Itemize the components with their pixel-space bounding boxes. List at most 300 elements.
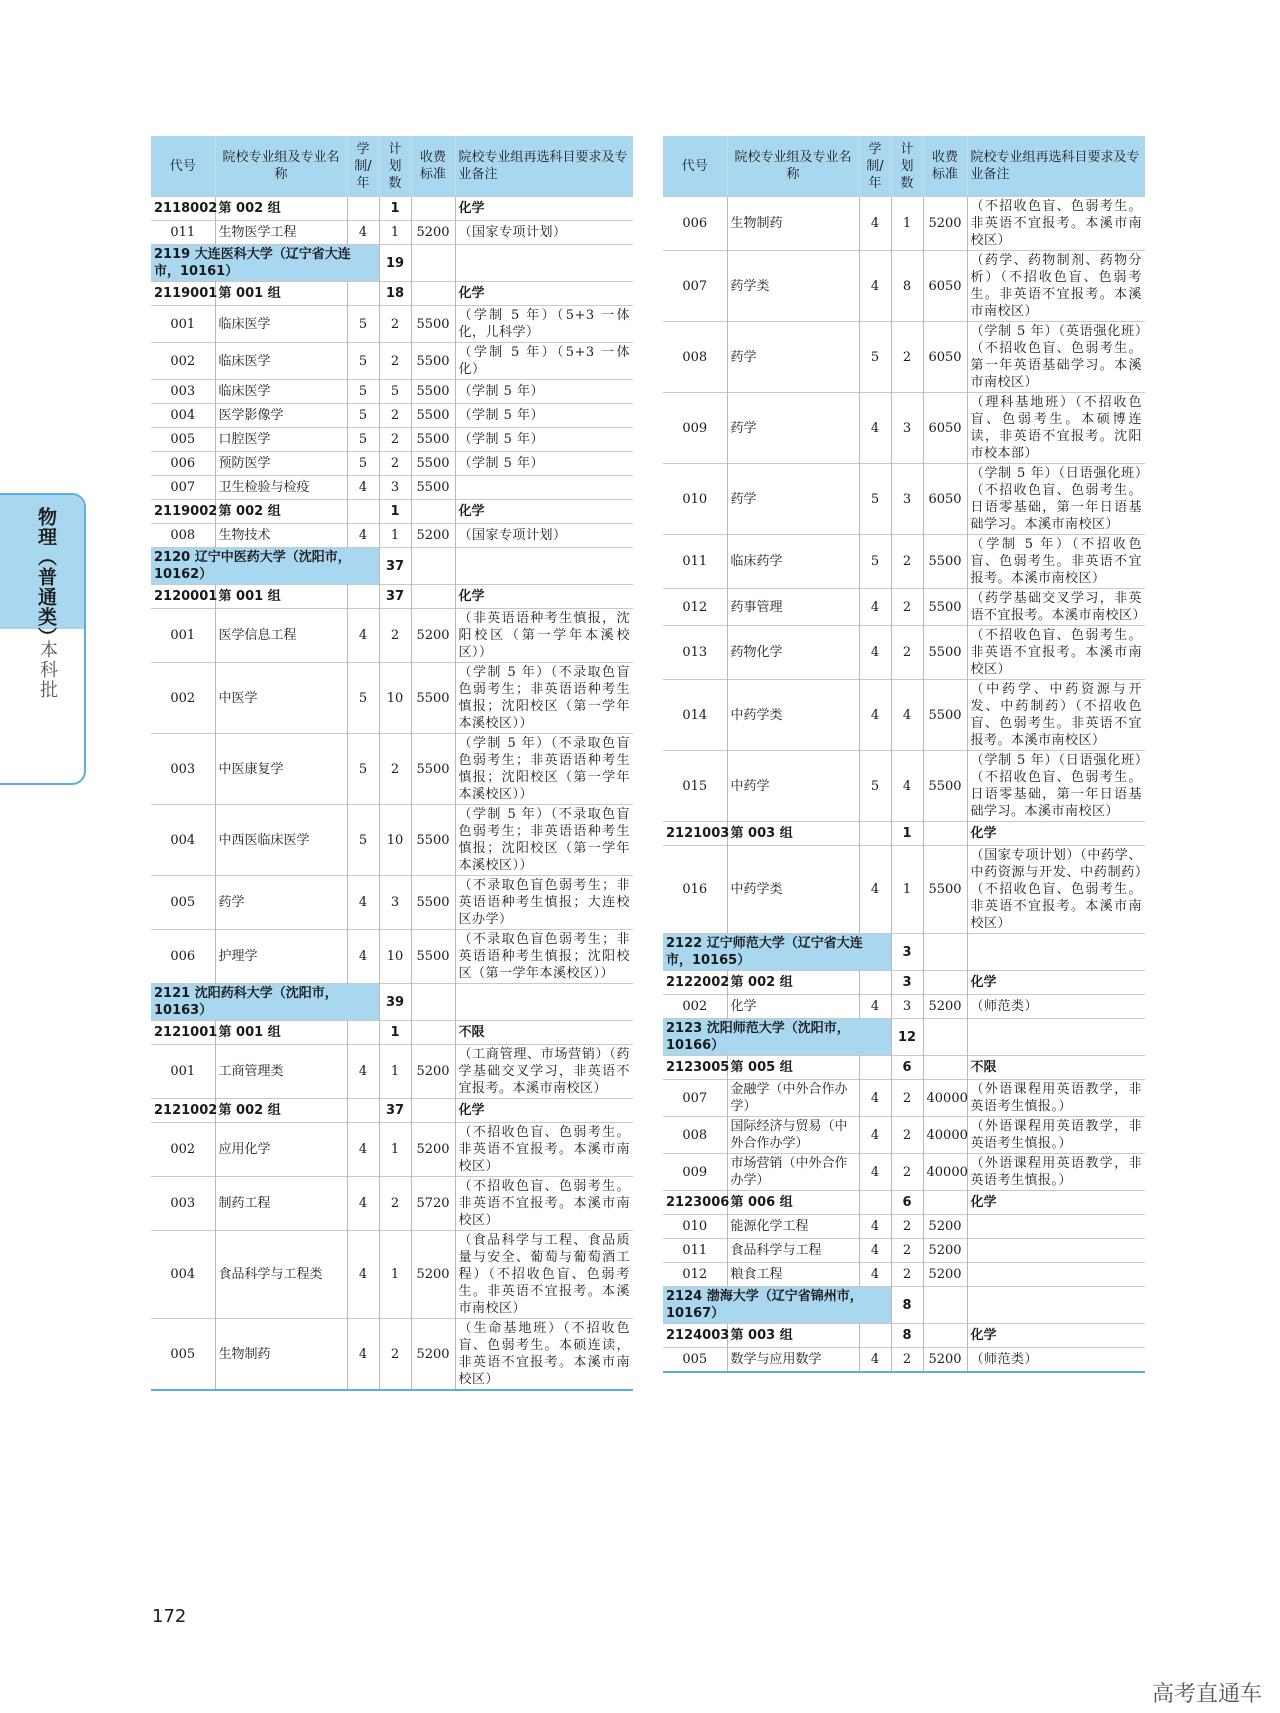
group-subject-requirement: 化学 xyxy=(967,1324,1145,1348)
header-fee: 收费标准 xyxy=(411,136,455,197)
major-plan: 2 xyxy=(891,1080,923,1117)
major-row xyxy=(663,680,1145,751)
major-name: 中药学类 xyxy=(727,680,859,751)
major-fee: 5500 xyxy=(923,626,967,680)
group-name: 第 002 组 xyxy=(727,971,859,995)
major-code: 002 xyxy=(151,663,215,734)
major-row xyxy=(663,1239,1145,1263)
group-subject-requirement: 化学 xyxy=(455,500,633,524)
major-row xyxy=(151,663,633,734)
major-code: 009 xyxy=(663,393,727,464)
major-code: 002 xyxy=(151,1123,215,1177)
watermark: 高考直通车 xyxy=(1152,1682,1263,1707)
major-remark: （学制 5 年）（5+3 一体化，儿科学） xyxy=(455,306,633,343)
major-code: 015 xyxy=(663,751,727,822)
major-years: 4 xyxy=(859,846,891,934)
major-code: 005 xyxy=(151,428,215,452)
major-name: 粮食工程 xyxy=(727,1263,859,1287)
major-name: 食品科学与工程类 xyxy=(215,1231,347,1319)
major-remark: （不录取色盲色弱考生；非英语语种考生慎报；大连校区办学） xyxy=(455,876,633,930)
major-years: 4 xyxy=(859,1080,891,1117)
major-row xyxy=(663,1154,1145,1191)
group-code: 2121003 xyxy=(663,822,727,846)
major-remark xyxy=(967,1239,1145,1263)
group-code: 2119002 xyxy=(151,500,215,524)
major-remark: （药学、药物制剂、药物分析）（不招收色盲、色弱考生。非英语不宜报考。本溪市南校区） xyxy=(967,251,1145,322)
group-subject-requirement: 化学 xyxy=(455,1099,633,1123)
group-subject-requirement: 不限 xyxy=(967,1056,1145,1080)
major-fee: 5200 xyxy=(411,524,455,548)
major-fee: 5200 xyxy=(923,995,967,1019)
major-name: 药学 xyxy=(727,464,859,535)
major-code: 008 xyxy=(663,1117,727,1154)
major-code: 014 xyxy=(663,680,727,751)
major-years: 4 xyxy=(859,1263,891,1287)
major-fee: 5500 xyxy=(411,734,455,805)
major-plan: 1 xyxy=(379,221,411,245)
group-row xyxy=(151,585,633,609)
major-remark: （生命基地班）（不招收色盲、色弱考生。本硕连读，非英语不宜报考。本溪市南校区） xyxy=(455,1319,633,1391)
major-code: 006 xyxy=(663,197,727,251)
major-name: 数学与应用数学 xyxy=(727,1348,859,1373)
major-name: 生物技术 xyxy=(215,524,347,548)
empty-cell xyxy=(411,984,455,1021)
empty-cell xyxy=(411,245,455,282)
major-code: 013 xyxy=(663,626,727,680)
major-plan: 2 xyxy=(891,1117,923,1154)
major-row xyxy=(663,464,1145,535)
empty-cell xyxy=(347,282,379,306)
major-plan: 2 xyxy=(891,1215,923,1239)
university-name: 2120 辽宁中医药大学（沈阳市，10162） xyxy=(151,548,379,585)
group-name: 第 006 组 xyxy=(727,1191,859,1215)
major-fee: 40000 xyxy=(923,1117,967,1154)
group-row xyxy=(151,1099,633,1123)
major-fee: 5720 xyxy=(411,1177,455,1231)
major-name: 医学信息工程 xyxy=(215,609,347,663)
group-name: 第 005 组 xyxy=(727,1056,859,1080)
major-code: 003 xyxy=(151,734,215,805)
group-code: 2123006 xyxy=(663,1191,727,1215)
side-tab-batch: 本科批 xyxy=(37,640,58,700)
major-remark: （中药学、中药资源与开发、中药制药）（不招收色盲、色弱考生。非英语不宜报考。本溪市南校区） xyxy=(967,680,1145,751)
group-code: 2120001 xyxy=(151,585,215,609)
empty-cell xyxy=(411,197,455,221)
major-row xyxy=(663,1348,1145,1373)
empty-cell xyxy=(923,934,967,971)
empty-cell xyxy=(455,548,633,585)
major-years: 4 xyxy=(347,1045,379,1099)
header-code: 代号 xyxy=(151,136,215,197)
major-fee: 5500 xyxy=(411,306,455,343)
major-name: 药学 xyxy=(727,322,859,393)
major-fee: 5500 xyxy=(411,876,455,930)
major-remark: （国家专项计划） xyxy=(455,524,633,548)
major-remark: （外语课程用英语教学，非英语考生慎报。） xyxy=(967,1080,1145,1117)
major-remark: （学制 5 年） xyxy=(455,428,633,452)
group-plan: 1 xyxy=(379,197,411,221)
major-years: 4 xyxy=(347,524,379,548)
major-name: 市场营销（中外合作办学） xyxy=(727,1154,859,1191)
side-tab-subject: 物理（普通类） xyxy=(35,507,57,647)
group-row xyxy=(663,1324,1145,1348)
major-fee: 5200 xyxy=(923,1215,967,1239)
university-plan: 19 xyxy=(379,245,411,282)
group-row xyxy=(151,500,633,524)
major-remark: （学制 5 年）（不录取色盲色弱考生；非英语语种考生慎报；沈阳校区（第一学年本溪校区）） xyxy=(455,805,633,876)
major-row xyxy=(663,251,1145,322)
major-code: 004 xyxy=(151,805,215,876)
empty-cell xyxy=(347,197,379,221)
major-code: 003 xyxy=(151,380,215,404)
empty-cell xyxy=(967,934,1145,971)
major-code: 009 xyxy=(663,1154,727,1191)
major-remark: （学制 5 年）（日语强化班）（不招收色盲、色弱考生。日语零基础，第一年日语基础学习。本溪市南校区） xyxy=(967,751,1145,822)
major-name: 化学 xyxy=(727,995,859,1019)
university-row xyxy=(151,548,633,585)
major-name: 临床医学 xyxy=(215,380,347,404)
university-name: 2122 辽宁师范大学（辽宁省大连市，10165） xyxy=(663,934,891,971)
major-plan: 1 xyxy=(379,1123,411,1177)
group-plan: 37 xyxy=(379,1099,411,1123)
major-code: 011 xyxy=(663,1239,727,1263)
major-row xyxy=(151,609,633,663)
major-row xyxy=(151,404,633,428)
empty-cell xyxy=(967,1287,1145,1324)
major-remark: （学制 5 年）（不录取色盲色弱考生；非英语语种考生慎报；沈阳校区（第一学年本溪校区）） xyxy=(455,663,633,734)
major-remark xyxy=(967,1263,1145,1287)
major-code: 004 xyxy=(151,1231,215,1319)
major-plan: 2 xyxy=(891,1348,923,1373)
major-years: 5 xyxy=(347,452,379,476)
group-name: 第 003 组 xyxy=(727,822,859,846)
major-plan: 1 xyxy=(891,197,923,251)
empty-cell xyxy=(859,971,891,995)
group-code: 2122002 xyxy=(663,971,727,995)
major-row xyxy=(663,1117,1145,1154)
group-name: 第 002 组 xyxy=(215,500,347,524)
major-row xyxy=(663,393,1145,464)
empty-cell xyxy=(411,548,455,585)
major-remark: （不招收色盲、色弱考生。非英语不宜报考。本溪市南校区） xyxy=(967,626,1145,680)
major-remark: （外语课程用英语教学，非英语考生慎报。） xyxy=(967,1154,1145,1191)
major-fee: 6050 xyxy=(923,464,967,535)
major-row xyxy=(663,1215,1145,1239)
major-remark: （学制 5 年）（不录取色盲色弱考生；非英语语种考生慎报；沈阳校区（第一学年本溪校区）） xyxy=(455,734,633,805)
university-row xyxy=(663,934,1145,971)
major-row xyxy=(151,306,633,343)
group-subject-requirement: 化学 xyxy=(455,585,633,609)
major-row xyxy=(663,626,1145,680)
major-years: 4 xyxy=(859,995,891,1019)
empty-cell xyxy=(455,984,633,1021)
major-row xyxy=(151,524,633,548)
major-code: 005 xyxy=(151,1319,215,1391)
header-name: 院校专业组及专业名称 xyxy=(727,136,859,197)
major-name: 制药工程 xyxy=(215,1177,347,1231)
major-code: 004 xyxy=(151,404,215,428)
group-name: 第 001 组 xyxy=(215,585,347,609)
major-code: 010 xyxy=(663,464,727,535)
major-row xyxy=(151,452,633,476)
major-remark: （师范类） xyxy=(967,995,1145,1019)
empty-cell xyxy=(923,1019,967,1056)
empty-cell xyxy=(347,585,379,609)
major-years: 4 xyxy=(859,1154,891,1191)
group-name: 第 002 组 xyxy=(215,1099,347,1123)
major-fee: 5200 xyxy=(411,609,455,663)
major-remark: （国家专项计划） xyxy=(455,221,633,245)
major-remark xyxy=(967,1215,1145,1239)
major-fee: 6050 xyxy=(923,251,967,322)
major-fee: 5200 xyxy=(411,1319,455,1391)
major-name: 临床医学 xyxy=(215,306,347,343)
empty-cell xyxy=(923,822,967,846)
major-plan: 2 xyxy=(891,1154,923,1191)
major-plan: 10 xyxy=(379,930,411,984)
empty-cell xyxy=(411,1021,455,1045)
major-fee: 6050 xyxy=(923,322,967,393)
empty-cell xyxy=(859,822,891,846)
group-plan: 1 xyxy=(891,822,923,846)
major-row xyxy=(663,751,1145,822)
major-name: 药物化学 xyxy=(727,626,859,680)
group-row xyxy=(151,197,633,221)
university-plan: 3 xyxy=(891,934,923,971)
header-remark: 院校专业组再选科目要求及专业备注 xyxy=(455,136,633,197)
major-name: 生物医学工程 xyxy=(215,221,347,245)
major-name: 临床医学 xyxy=(215,343,347,380)
university-plan: 39 xyxy=(379,984,411,1021)
major-plan: 4 xyxy=(891,680,923,751)
header-years: 学制/年 xyxy=(347,136,379,197)
group-row xyxy=(663,1191,1145,1215)
empty-cell xyxy=(347,500,379,524)
major-years: 5 xyxy=(347,734,379,805)
university-name: 2123 沈阳师范大学（沈阳市，10166） xyxy=(663,1019,891,1056)
major-plan: 2 xyxy=(891,322,923,393)
major-code: 011 xyxy=(151,221,215,245)
major-code: 008 xyxy=(663,322,727,393)
major-remark: （理科基地班）（不招收色盲、色弱考生。本硕博连读，非英语不宜报考。沈阳市校本部） xyxy=(967,393,1145,464)
group-plan: 6 xyxy=(891,1191,923,1215)
major-years: 4 xyxy=(347,1177,379,1231)
major-remark: （外语课程用英语教学，非英语考生慎报。） xyxy=(967,1117,1145,1154)
major-years: 4 xyxy=(859,680,891,751)
empty-cell xyxy=(967,1019,1145,1056)
major-row xyxy=(151,734,633,805)
empty-cell xyxy=(859,1056,891,1080)
header-fee: 收费标准 xyxy=(923,136,967,197)
major-years: 4 xyxy=(859,1348,891,1373)
major-remark: （国家专项计划）（中药学、中药资源与开发、中药制药）（不招收色盲、色弱考生。非英语不宜报考。本溪市南校区） xyxy=(967,846,1145,934)
empty-cell xyxy=(411,500,455,524)
group-name: 第 001 组 xyxy=(215,282,347,306)
group-row xyxy=(663,822,1145,846)
major-remark: （学制 5 年）（5+3 一体化） xyxy=(455,343,633,380)
group-subject-requirement: 化学 xyxy=(967,1191,1145,1215)
group-row xyxy=(663,971,1145,995)
major-name: 中医康复学 xyxy=(215,734,347,805)
major-years: 4 xyxy=(347,221,379,245)
major-plan: 2 xyxy=(379,343,411,380)
major-code: 007 xyxy=(663,1080,727,1117)
major-name: 中药学 xyxy=(727,751,859,822)
major-row xyxy=(663,1263,1145,1287)
major-years: 4 xyxy=(347,930,379,984)
major-years: 4 xyxy=(859,626,891,680)
major-name: 应用化学 xyxy=(215,1123,347,1177)
major-code: 006 xyxy=(151,452,215,476)
major-plan: 2 xyxy=(891,1263,923,1287)
group-code: 2118002 xyxy=(151,197,215,221)
major-row xyxy=(151,380,633,404)
major-code: 001 xyxy=(151,609,215,663)
major-name: 卫生检验与检疫 xyxy=(215,476,347,500)
major-code: 003 xyxy=(151,1177,215,1231)
major-fee: 5500 xyxy=(411,404,455,428)
major-remark: （学制 5 年） xyxy=(455,380,633,404)
major-fee: 5500 xyxy=(411,930,455,984)
major-plan: 1 xyxy=(891,846,923,934)
major-name: 预防医学 xyxy=(215,452,347,476)
major-plan: 8 xyxy=(891,251,923,322)
major-fee: 5500 xyxy=(411,343,455,380)
empty-cell xyxy=(411,585,455,609)
major-remark: （不招收色盲、色弱考生。非英语不宜报考。本溪市南校区） xyxy=(455,1177,633,1231)
major-code: 012 xyxy=(663,1263,727,1287)
major-remark: （学制 5 年） xyxy=(455,404,633,428)
major-row xyxy=(151,1045,633,1099)
empty-cell xyxy=(923,971,967,995)
major-plan: 3 xyxy=(891,995,923,1019)
group-code: 2121001 xyxy=(151,1021,215,1045)
empty-cell xyxy=(347,1021,379,1045)
major-row xyxy=(151,930,633,984)
university-row xyxy=(151,984,633,1021)
major-years: 5 xyxy=(347,306,379,343)
major-name: 护理学 xyxy=(215,930,347,984)
major-years: 4 xyxy=(347,1123,379,1177)
major-plan: 2 xyxy=(379,734,411,805)
major-years: 4 xyxy=(859,589,891,626)
major-name: 药学类 xyxy=(727,251,859,322)
group-code: 2124003 xyxy=(663,1324,727,1348)
major-plan: 5 xyxy=(379,380,411,404)
empty-cell xyxy=(923,1056,967,1080)
major-plan: 10 xyxy=(379,663,411,734)
major-plan: 1 xyxy=(379,1231,411,1319)
major-remark: （药学基础交叉学习，非英语不宜报考。本溪市南校区） xyxy=(967,589,1145,626)
major-row xyxy=(151,1123,633,1177)
major-years: 5 xyxy=(347,404,379,428)
empty-cell xyxy=(859,1191,891,1215)
major-plan: 3 xyxy=(891,464,923,535)
university-plan: 37 xyxy=(379,548,411,585)
major-plan: 10 xyxy=(379,805,411,876)
group-code: 2121002 xyxy=(151,1099,215,1123)
major-name: 中西医临床医学 xyxy=(215,805,347,876)
university-row xyxy=(663,1287,1145,1324)
university-name: 2124 渤海大学（辽宁省锦州市，10167） xyxy=(663,1287,891,1324)
major-name: 国际经济与贸易（中外合作办学） xyxy=(727,1117,859,1154)
header-plan: 计划数 xyxy=(379,136,411,197)
empty-cell xyxy=(859,1324,891,1348)
major-code: 007 xyxy=(663,251,727,322)
major-plan: 2 xyxy=(891,589,923,626)
major-name: 食品科学与工程 xyxy=(727,1239,859,1263)
group-subject-requirement: 化学 xyxy=(967,822,1145,846)
major-fee: 6050 xyxy=(923,393,967,464)
major-years: 4 xyxy=(347,609,379,663)
major-plan: 3 xyxy=(891,393,923,464)
major-row xyxy=(663,1080,1145,1117)
major-years: 4 xyxy=(859,1117,891,1154)
major-remark: （不招收色盲、色弱考生。非英语不宜报考。本溪市南校区） xyxy=(455,1123,633,1177)
major-row xyxy=(663,589,1145,626)
empty-cell xyxy=(455,245,633,282)
major-remark: （学制 5 年）（不招收色盲、色弱考生。非英语不宜报考。本溪市南校区） xyxy=(967,535,1145,589)
major-remark: （不招收色盲、色弱考生。非英语不宜报考。本溪市南校区） xyxy=(967,197,1145,251)
major-name: 金融学（中外合作办学） xyxy=(727,1080,859,1117)
major-code: 006 xyxy=(151,930,215,984)
major-code: 008 xyxy=(151,524,215,548)
major-remark: （不录取色盲色弱考生；非英语语种考生慎报；沈阳校区（第一学年本溪校区）） xyxy=(455,930,633,984)
major-years: 4 xyxy=(859,1215,891,1239)
major-row xyxy=(663,846,1145,934)
empty-cell xyxy=(923,1191,967,1215)
major-code: 001 xyxy=(151,306,215,343)
header-plan: 计划数 xyxy=(891,136,923,197)
empty-cell xyxy=(347,1099,379,1123)
major-remark: （工商管理、市场营销）（药学基础交叉学习，非英语不宜报考。本溪市南校区） xyxy=(455,1045,633,1099)
right-admission-table xyxy=(663,136,1145,1373)
major-remark: （非英语语种考生慎报，沈阳校区（第一学年本溪校区）） xyxy=(455,609,633,663)
header-name: 院校专业组及专业名称 xyxy=(215,136,347,197)
major-years: 5 xyxy=(347,663,379,734)
major-years: 4 xyxy=(347,1319,379,1391)
major-code: 011 xyxy=(663,535,727,589)
major-code: 002 xyxy=(151,343,215,380)
major-name: 中医学 xyxy=(215,663,347,734)
group-subject-requirement: 化学 xyxy=(455,282,633,306)
major-plan: 2 xyxy=(379,609,411,663)
major-name: 口腔医学 xyxy=(215,428,347,452)
major-plan: 2 xyxy=(379,1177,411,1231)
major-remark: （师范类） xyxy=(967,1348,1145,1373)
major-row xyxy=(151,476,633,500)
group-code: 2123005 xyxy=(663,1056,727,1080)
major-fee: 5200 xyxy=(411,1123,455,1177)
major-fee: 5500 xyxy=(411,805,455,876)
major-fee: 5200 xyxy=(411,1231,455,1319)
major-name: 生物制药 xyxy=(215,1319,347,1391)
major-years: 5 xyxy=(859,751,891,822)
major-row xyxy=(151,221,633,245)
empty-cell xyxy=(411,1099,455,1123)
major-row xyxy=(151,1177,633,1231)
major-years: 4 xyxy=(347,476,379,500)
page-number: 172 xyxy=(152,1606,187,1627)
major-row xyxy=(151,1231,633,1319)
major-row xyxy=(663,995,1145,1019)
group-plan: 1 xyxy=(379,1021,411,1045)
major-row xyxy=(151,876,633,930)
group-subject-requirement: 化学 xyxy=(455,197,633,221)
group-plan: 8 xyxy=(891,1324,923,1348)
major-name: 能源化学工程 xyxy=(727,1215,859,1239)
header-remark: 院校专业组再选科目要求及专业备注 xyxy=(967,136,1145,197)
